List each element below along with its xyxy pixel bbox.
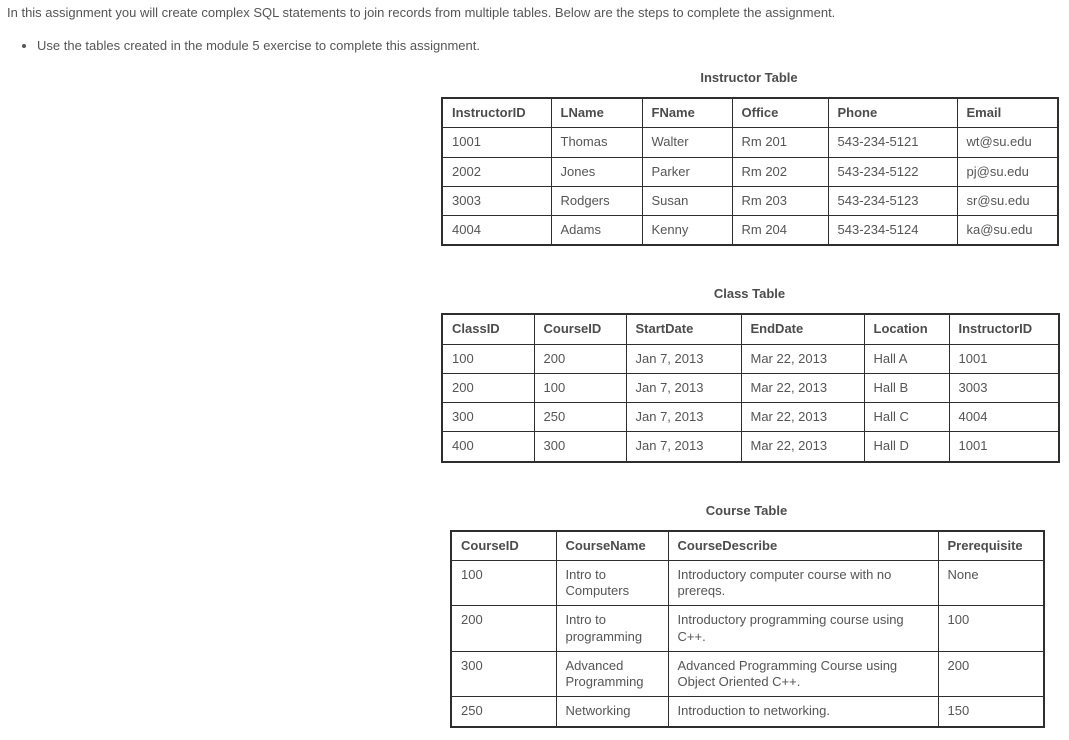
table-cell: 400 (442, 432, 534, 462)
table-cell: 300 (442, 403, 534, 432)
instructor-table-header-row (442, 98, 1058, 128)
table-cell: Introductory programming course using C++. (668, 606, 938, 652)
table-cell: 1001 (442, 128, 551, 157)
table-cell: 1001 (949, 344, 1059, 373)
table-cell: Mar 22, 2013 (741, 403, 864, 432)
table-cell: sr@su.edu (957, 186, 1058, 215)
table-cell: pj@su.edu (957, 157, 1058, 186)
table-row (451, 606, 1044, 652)
class-table (441, 313, 1060, 462)
course-table-header-row (451, 531, 1044, 561)
table-row (442, 186, 1058, 215)
column-header: StartDate (626, 314, 741, 344)
table-cell: Kenny (642, 216, 732, 246)
table-cell: Hall A (864, 344, 949, 373)
table-cell: wt@su.edu (957, 128, 1058, 157)
table-cell: 150 (938, 697, 1044, 727)
table-cell: 2002 (442, 157, 551, 186)
table-cell: 4004 (442, 216, 551, 246)
table-cell: Walter (642, 128, 732, 157)
table-cell: 543-234-5123 (828, 186, 957, 215)
column-header: CourseName (556, 531, 668, 561)
instructor-table-title: Instructor Table (700, 70, 798, 86)
table-cell: Susan (642, 186, 732, 215)
column-header: InstructorID (442, 98, 551, 128)
column-header: EndDate (741, 314, 864, 344)
table-cell: Intro to programming (556, 606, 668, 652)
table-cell: 300 (534, 432, 626, 462)
table-cell: 250 (534, 403, 626, 432)
instructor-table-section (441, 70, 1057, 246)
table-row (451, 697, 1044, 727)
table-cell: Parker (642, 157, 732, 186)
table-cell: Jan 7, 2013 (626, 403, 741, 432)
table-row (442, 128, 1058, 157)
table-cell: ka@su.edu (957, 216, 1058, 246)
column-header: CourseID (534, 314, 626, 344)
table-cell: Jan 7, 2013 (626, 432, 741, 462)
column-header: InstructorID (949, 314, 1059, 344)
table-cell: Mar 22, 2013 (741, 373, 864, 402)
table-cell: Networking (556, 697, 668, 727)
table-cell: Advanced Programming Course using Object Oriented C++. (668, 651, 938, 697)
table-cell: Mar 22, 2013 (741, 432, 864, 462)
table-row (451, 651, 1044, 697)
table-cell: Jones (551, 157, 642, 186)
table-cell: 300 (451, 651, 556, 697)
steps-list (0, 37, 1069, 55)
table-row (442, 157, 1058, 186)
table-row (442, 344, 1059, 373)
table-cell: Rm 204 (732, 216, 828, 246)
table-cell: 200 (451, 606, 556, 652)
table-cell: Introduction to networking. (668, 697, 938, 727)
table-row (442, 216, 1058, 246)
column-header: Prerequisite (938, 531, 1044, 561)
class-table-title: Class Table (713, 286, 786, 302)
column-header: Phone (828, 98, 957, 128)
table-cell: Jan 7, 2013 (626, 373, 741, 402)
table-cell: Jan 7, 2013 (626, 344, 741, 373)
table-cell: Hall B (864, 373, 949, 402)
table-cell: Thomas (551, 128, 642, 157)
table-cell: Advanced Programming (556, 651, 668, 697)
table-cell: 543-234-5121 (828, 128, 957, 157)
table-cell: 100 (442, 344, 534, 373)
column-header: Email (957, 98, 1058, 128)
class-table-section (441, 286, 1058, 462)
table-cell: Rodgers (551, 186, 642, 215)
intro-paragraph: In this assignment you will create complex SQL statements to join records from multiple tables. Below are the steps to complete the assignment. (7, 5, 836, 20)
table-cell: 250 (451, 697, 556, 727)
table-row (442, 403, 1059, 432)
table-cell: Hall C (864, 403, 949, 432)
table-cell: 1001 (949, 432, 1059, 462)
step-item: • Use the tables created in the module 5 exercise to complete this assignment. (37, 37, 1069, 55)
course-table-title: Course Table (705, 502, 788, 518)
table-cell: 4004 (949, 403, 1059, 432)
table-cell: 543-234-5124 (828, 216, 957, 246)
table-cell: 3003 (442, 186, 551, 215)
table-cell: Intro to Computers (556, 560, 668, 606)
column-header: FName (642, 98, 732, 128)
column-header: CourseDescribe (668, 531, 938, 561)
table-cell: 200 (534, 344, 626, 373)
table-cell: Introductory computer course with no prereqs. (668, 560, 938, 606)
course-table (450, 530, 1045, 728)
column-header: ClassID (442, 314, 534, 344)
table-row (442, 373, 1059, 402)
table-cell: 200 (442, 373, 534, 402)
table-row (442, 432, 1059, 462)
table-cell: 100 (534, 373, 626, 402)
table-cell: Adams (551, 216, 642, 246)
table-cell: None (938, 560, 1044, 606)
table-cell: 100 (938, 606, 1044, 652)
table-cell: Rm 203 (732, 186, 828, 215)
column-header: Location (864, 314, 949, 344)
course-table-section (450, 503, 1043, 728)
table-cell: 100 (451, 560, 556, 606)
table-cell: Hall D (864, 432, 949, 462)
table-cell: 200 (938, 651, 1044, 697)
column-header: LName (551, 98, 642, 128)
table-cell: 543-234-5122 (828, 157, 957, 186)
table-cell: Rm 202 (732, 157, 828, 186)
class-table-header-row (442, 314, 1059, 344)
table-cell: Rm 201 (732, 128, 828, 157)
table-row (451, 560, 1044, 606)
column-header: CourseID (451, 531, 556, 561)
table-cell: 3003 (949, 373, 1059, 402)
column-header: Office (732, 98, 828, 128)
table-cell: Mar 22, 2013 (741, 344, 864, 373)
instructor-table (441, 97, 1059, 246)
